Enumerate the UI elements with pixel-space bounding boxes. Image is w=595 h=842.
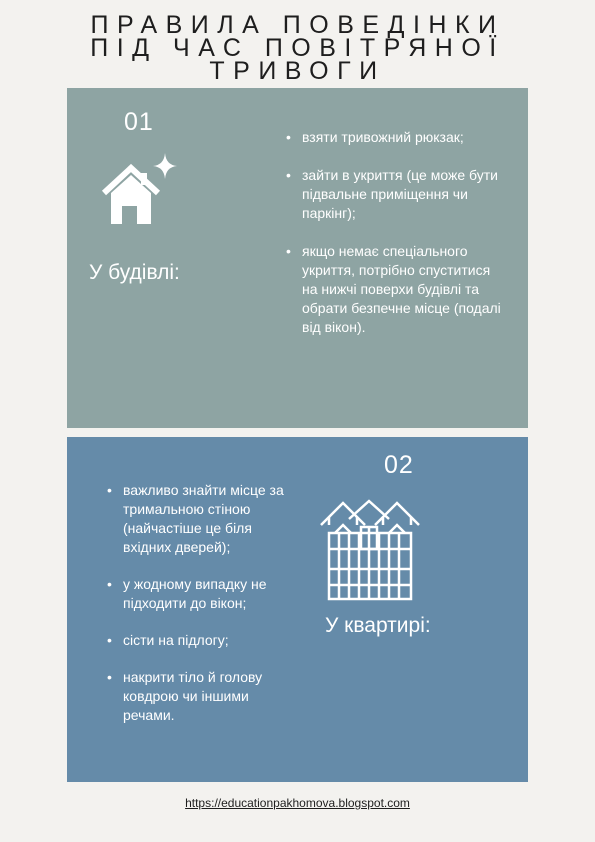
section-building [67, 88, 528, 428]
section-number: 01 [124, 108, 154, 136]
section-heading: У квартирі: [325, 614, 431, 637]
section-heading: У будівлі: [89, 261, 180, 284]
title-line-2: ПІД ЧАС ПОВІТРЯНОЇ [90, 34, 505, 62]
list-item: • якщо немає спеціального укриття, потрібно спуститися на нижчі поверхи будівлі та обрати безпечне місце (подалі від вікон). [286, 242, 506, 337]
section-number: 02 [384, 451, 414, 479]
apartment-building-icon [317, 497, 423, 605]
page-title [0, 11, 595, 85]
list-item: • накрити тіло й голову ковдрою чи іншими речами. [107, 668, 292, 725]
house-sparkle-icon [101, 148, 181, 228]
list-item: • зайти в укриття (це може бути підвальне приміщення чи паркінг); [286, 166, 506, 223]
list-item: • у жодному випадку не підходити до вікон; [107, 575, 292, 613]
title-line-3: ТРИВОГИ [209, 57, 386, 85]
rules-list [107, 481, 292, 743]
section-apartment [67, 437, 528, 782]
list-item: • важливо знайти місце за тримальною стіною (найчастіше це біля вхідних дверей); [107, 481, 292, 557]
footer-link[interactable]: https://educationpakhomova.blogspot.com [185, 796, 410, 810]
list-item: • взяти тривожний рюкзак; [286, 128, 506, 147]
rules-list [286, 128, 506, 356]
title-line-1: ПРАВИЛА ПОВЕДІНКИ [90, 11, 505, 39]
list-item: • сісти на підлогу; [107, 631, 292, 650]
